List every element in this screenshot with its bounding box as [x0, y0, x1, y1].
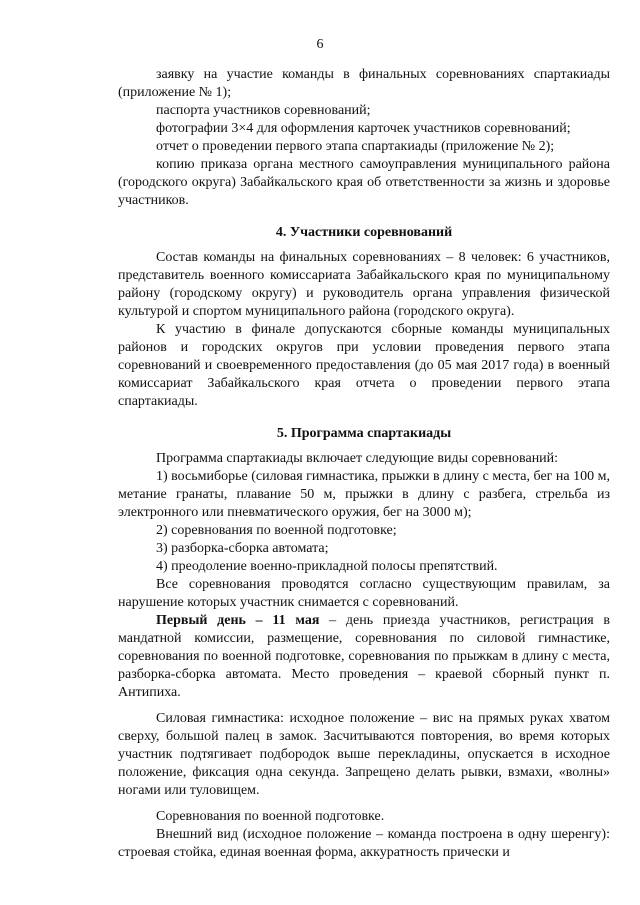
paragraph: копию приказа органа местного самоуправления муниципального района (городского округа) Забайкальского края об ответственности за жизнь и здоровье участников. [118, 157, 610, 208]
document-body [118, 66, 610, 862]
paragraph: паспорта участников соревнований; [156, 103, 371, 118]
day-one-paragraph [118, 612, 610, 702]
day-one-label: Первый день – 11 мая [156, 613, 320, 628]
paragraph: Внешний вид (исходное положение – команда построена в одну шеренгу): строевая стойка, единая военная форма, аккуратность прически и [118, 827, 610, 860]
section-heading-5: 5. Программа спартакиады [276, 426, 452, 441]
paragraph: Состав команды на финальных соревнованиях – 8 человек: 6 участников, представитель военного комиссариата Забайкальского края по муниципальному району (городскому округу) и руководитель органа управления физической культурой и спортом муниципального района (городского округа). [118, 250, 610, 319]
list-item: 3) разборка-сборка автомата; [156, 541, 329, 556]
day-one-text: – день приезда участников, регистрация в мандатной комиссии, размещение, соревнования по силовой гимнастике, соревнования по военной подготовке, соревнования по прыжкам в длину с места, разборка-сборка автомата. Место проведения – краевой сборный пункт п. Антипиха. [118, 613, 610, 700]
paragraph: отчет о проведении первого этапа спартакиады (приложение № 2); [156, 139, 555, 154]
paragraph: Все соревнования проводятся согласно существующим правилам, за нарушение которых участник снимается с соревнований. [118, 577, 610, 610]
list-item: 1) восьмиборье (силовая гимнастика, прыжки в длину с места, бег на 100 м, метание гранаты, плавание 50 м, прыжки в длину с разбега, стрельба из электронного или пневматического оружия, бег на 3000 м); [118, 469, 610, 520]
paragraph: Силовая гимнастика: исходное положение – вис на прямых руках хватом сверху, большой палец в замок. Засчитываются повторения, во время которых участник подтягивает подбородок выше перекладины, опускается в исходное положение, фиксация одна секунда. Запрещено делать рывки, взмахи, «волны» ногами или туловищем. [118, 711, 610, 798]
paragraph: заявку на участие команды в финальных соревнованиях спартакиады (приложение № 1); [118, 67, 610, 100]
section-heading-4: 4. Участники соревнований [275, 225, 453, 240]
list-item: 4) преодоление военно-прикладной полосы препятствий. [156, 559, 498, 574]
list-item: 2) соревнования по военной подготовке; [156, 523, 397, 538]
paragraph: фотографии 3×4 для оформления карточек участников соревнований; [156, 121, 571, 136]
page-number: 6 [316, 37, 324, 52]
paragraph: Программа спартакиады включает следующие виды соревнований: [156, 451, 559, 466]
paragraph: Соревнования по военной подготовке. [156, 809, 385, 824]
paragraph: К участию в финале допускаются сборные команды муниципальных районов и городских округов при условии проведения первого этапа соревнований и своевременного предоставления (до 05 мая 2017 года) в военный комиссариат Забайкальского края отчета о проведении первого этапа спартакиады. [118, 322, 610, 409]
